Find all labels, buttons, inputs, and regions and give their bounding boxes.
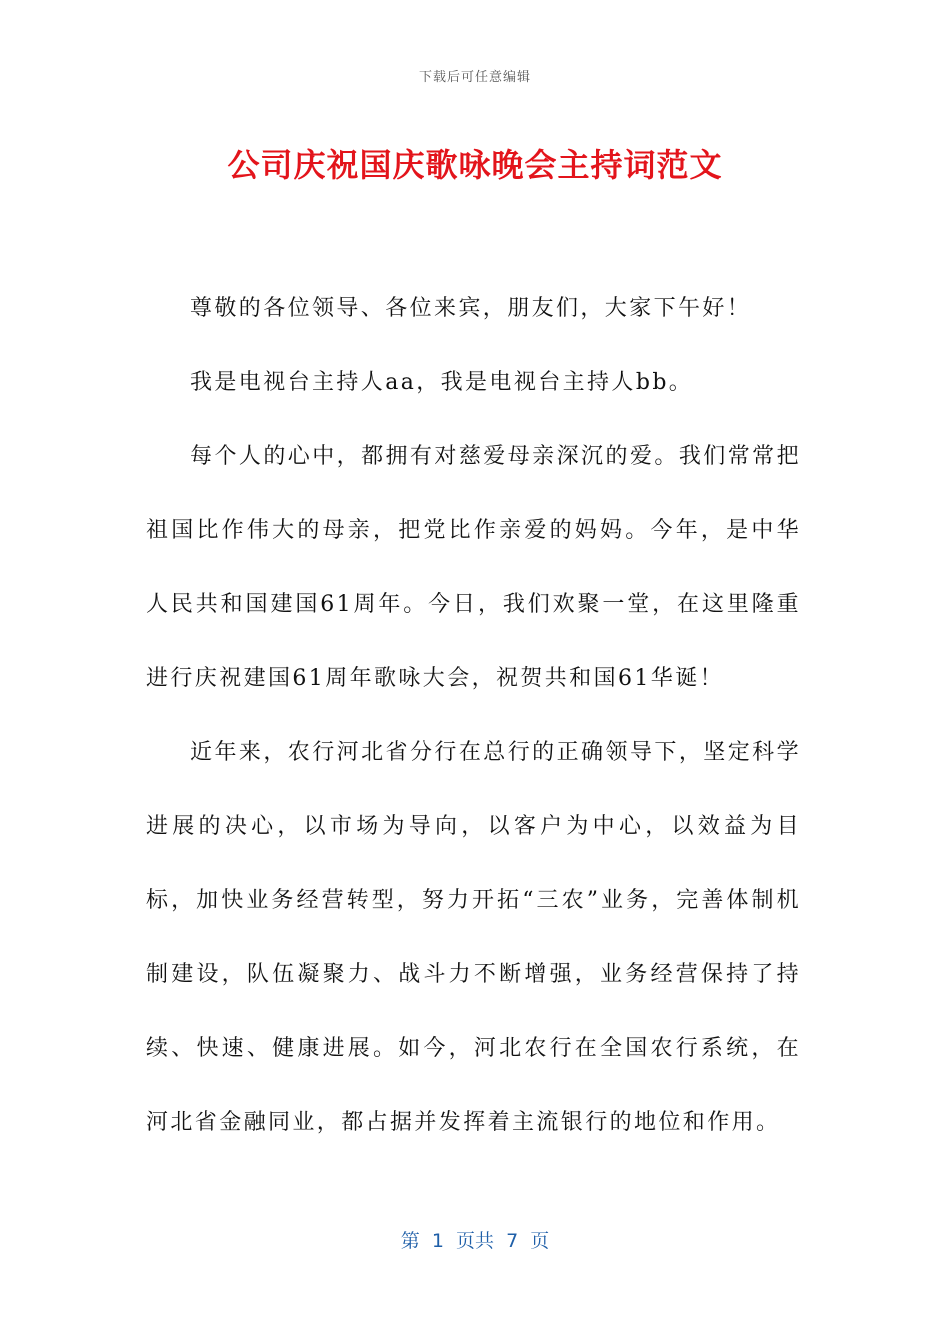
header-note: 下载后可任意编辑 <box>418 70 531 85</box>
document-title: 公司庆祝国庆歌咏晚会主持词范文 <box>227 146 723 184</box>
paragraph-greeting: 尊敬的各位领导、各位来宾，朋友们，大家下午好！ <box>190 296 752 321</box>
paragraph-hosts: 我是电视台主持人aa，我是电视台主持人bb。 <box>190 370 694 395</box>
page-number-footer: 第 1 页共 7 页 <box>400 1230 550 1252</box>
paragraph-bank-progress: 近年来，农行河北省分行在总行的正确领导下，坚定科学进展的决心，以市场为导向，以客户为中心，以效益为目标，加快业务经营转型，努力开拓“三农”业务，完善体制机制建设，队伍凝聚力、战斗力不断增强，业务经营保持了持续、快速、健康进展。如今，河北农行在全国农行系统，在河北省金融同业，都占据并发挥着主流银行的地位和作用。 <box>146 740 801 1135</box>
document-body <box>146 272 801 1160</box>
paragraph-motherland: 每个人的心中，都拥有对慈爱母亲深沉的爱。我们常常把祖国比作伟大的母亲，把党比作亲爱的妈妈。今年，是中华人民共和国建国61周年。今日，我们欢聚一堂，在这里隆重进行庆祝建国61周年歌咏大会，祝贺共和国61华诞！ <box>146 444 801 691</box>
